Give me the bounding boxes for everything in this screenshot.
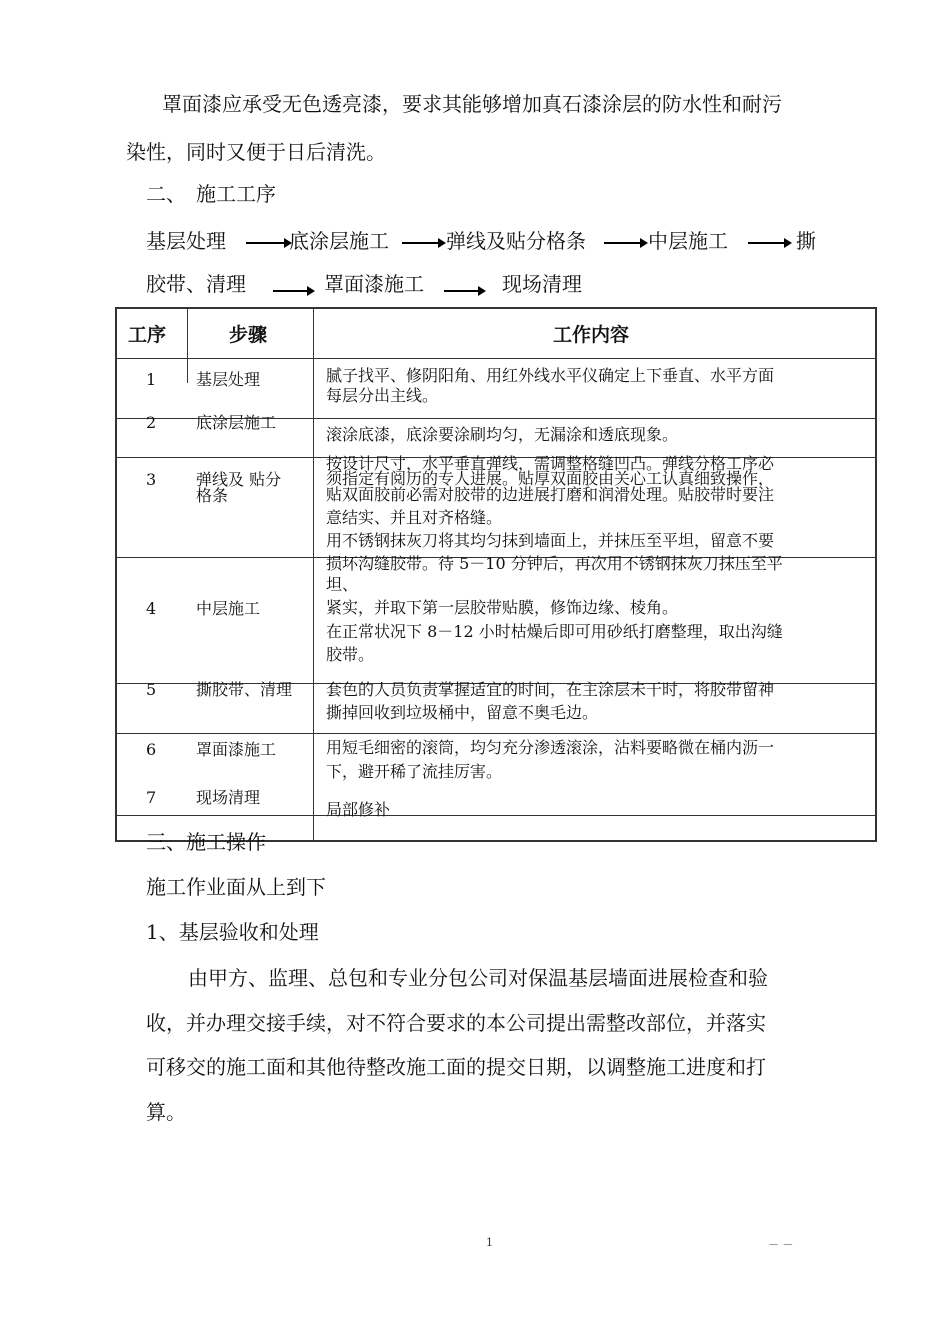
flow-step-2: 底涂层施工 bbox=[289, 229, 389, 253]
para-line-3: 可移交的施工面和其他待整改施工面的提交日期，以调整施工进度和打 bbox=[146, 1055, 766, 1079]
para-line-1: 由甲方、监理、总包和专业分包公司对保温基层墙面进展检查和验 bbox=[188, 966, 768, 990]
table-header-seq: 工序 bbox=[128, 324, 167, 346]
table-col-divider-2 bbox=[313, 307, 314, 841]
section-2-title: 二、 施工工序 bbox=[146, 182, 276, 206]
intro-line-1: 罩面漆应承受无色透亮漆，要求其能够增加真石漆涂层的防水性和耐污 bbox=[162, 92, 782, 116]
table-row-line-5 bbox=[115, 733, 877, 734]
section-3-title: 三、施工操作 bbox=[146, 830, 266, 854]
table-border-left bbox=[115, 307, 117, 841]
row-4-content-1: 用不锈钢抹灰刀将其均匀抹到墙面上，并抹压至平坦，留意不要 bbox=[326, 531, 775, 550]
row-2-step: 底涂层施工 bbox=[196, 413, 277, 432]
table-col-divider-1 bbox=[187, 307, 188, 383]
row-3-content-3: 贴双面胶前必需对胶带的边进展打磨和润滑处理。贴胶带时要注 bbox=[326, 485, 775, 504]
intro-line-2: 染性，同时又便于日后清洗。 bbox=[126, 140, 386, 164]
subsection-1-title: 1、基层验收和处理 bbox=[146, 920, 319, 944]
row-5-num: 5 bbox=[146, 680, 157, 699]
row-5-content-1: 套色的人员负责掌握适宜的时间，在主涂层未干时，将胶带留神 bbox=[326, 680, 775, 699]
row-4-num: 4 bbox=[146, 599, 157, 618]
row-6-content-2: 下，避开稀了流挂厉害。 bbox=[326, 762, 503, 781]
row-7-content-1: 局部修补 bbox=[326, 800, 391, 819]
row-6-num: 6 bbox=[146, 740, 157, 759]
para-line-4: 算。 bbox=[146, 1100, 186, 1124]
flow-step-7: 现场清理 bbox=[502, 272, 582, 296]
para-line-2: 收，并办理交接手续，对不符合要求的本公司提出需整改部位，并落实 bbox=[146, 1011, 766, 1035]
table-row-line-6 bbox=[115, 815, 877, 816]
flow-arrow-4 bbox=[748, 242, 786, 244]
row-3-content-1: 按设计尺寸，水平垂直弹线，需调整格缝凹凸。弹线分格工序必 bbox=[326, 454, 775, 473]
table-header-content: 工作内容 bbox=[553, 324, 630, 346]
row-1-num: 1 bbox=[146, 370, 157, 389]
flow-step-1: 基层处理 bbox=[146, 229, 226, 253]
flow-arrow-3 bbox=[604, 242, 642, 244]
footer-mark: － － bbox=[768, 1238, 794, 1251]
flow-step-5b: 胶带、清理 bbox=[146, 272, 246, 296]
row-4-content-6: 胶带。 bbox=[326, 645, 375, 664]
row-6-step: 罩面漆施工 bbox=[196, 740, 277, 759]
flow-step-6: 罩面漆施工 bbox=[324, 272, 424, 296]
flow-step-3: 弹线及贴分格条 bbox=[446, 229, 586, 253]
row-2-num: 2 bbox=[146, 413, 157, 432]
row-4-content-3: 坦、 bbox=[326, 575, 359, 594]
row-1-step: 基层处理 bbox=[196, 370, 261, 389]
flow-arrow-2 bbox=[402, 242, 440, 244]
row-1-content-2: 每层分出主线。 bbox=[326, 386, 439, 405]
table-header-line bbox=[115, 358, 877, 359]
row-3-content-4: 意结实、并且对齐格缝。 bbox=[326, 508, 503, 527]
row-7-num: 7 bbox=[146, 788, 157, 807]
flow-arrow-5 bbox=[273, 290, 309, 292]
row-1-content-1: 腻子找平、修阴阳角、用红外线水平仪确定上下垂直、水平方面 bbox=[326, 366, 775, 385]
table-border-right bbox=[875, 307, 877, 841]
row-3-step-2: 格条 bbox=[196, 486, 229, 505]
row-6-content-1: 用短毛细密的滚筒，均匀充分渗透滚涂，沾料要略微在桶内沥一 bbox=[326, 738, 775, 757]
table-border-top bbox=[115, 307, 877, 309]
row-3-content-2: 须指定有阅历的专人进展。贴厚双面胶由关心工认真细致操作， bbox=[326, 469, 775, 488]
row-5-step: 撕胶带、清理 bbox=[196, 680, 293, 699]
row-3-num: 3 bbox=[146, 470, 157, 489]
row-5-content-2: 撕掉回收到垃圾桶中，留意不奥毛边。 bbox=[326, 703, 599, 722]
page-number: 1 bbox=[486, 1236, 493, 1249]
table-header-step: 步骤 bbox=[229, 324, 268, 346]
row-4-content-5: 在正常状况下 8－12 小时枯燥后即可用砂纸打磨整理，取出沟缝 bbox=[326, 622, 783, 641]
row-4-content-2: 损坏沟缝胶带。待 5－10 分钟后，再次用不锈钢抹灰刀抹压至平 bbox=[326, 554, 783, 573]
work-order: 施工作业面从上到下 bbox=[146, 875, 326, 899]
flow-step-5a: 撕 bbox=[796, 229, 816, 253]
row-7-step: 现场清理 bbox=[196, 788, 261, 807]
row-2-content-1: 滚涂底漆，底涂要涂刷均匀，无漏涂和透底现象。 bbox=[326, 425, 679, 444]
flow-step-4: 中层施工 bbox=[648, 229, 728, 253]
row-4-content-4: 紧实，并取下第一层胶带贴膜，修饰边缘、棱角。 bbox=[326, 598, 679, 617]
row-4-step: 中层施工 bbox=[196, 599, 261, 618]
flow-arrow-6 bbox=[444, 290, 480, 292]
flow-arrow-1 bbox=[246, 242, 286, 244]
row-3-step-1: 弹线及 贴分 bbox=[196, 470, 282, 489]
